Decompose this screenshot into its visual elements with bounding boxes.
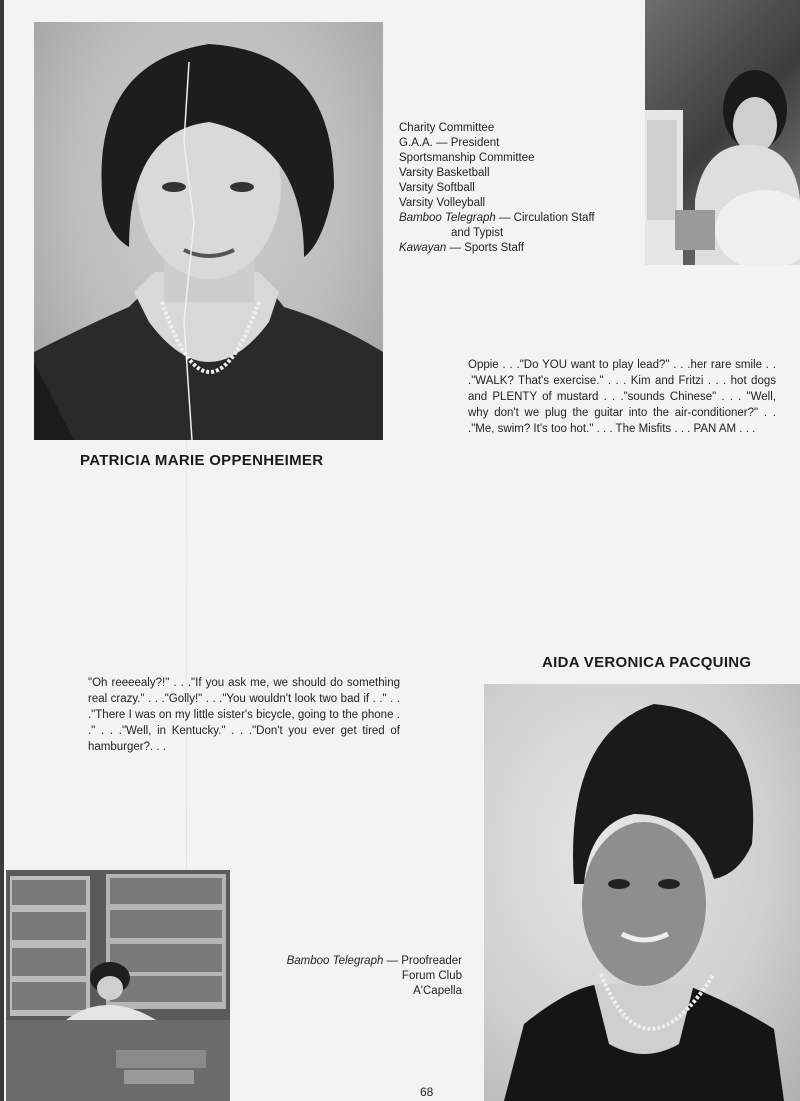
student-quote: "Oh reeeealy?!" . . ."If you ask me, we should do something real crazy." . . ."Golly!" . . ."You wouldn't look two bad if . ." . . ."There I was on my little sister's bicycle, going to the phone . ." . . ."Well, in Kentucky." . . ."Don't you ever get tired of hamburger?. . .: [88, 677, 400, 753]
student-quote: Oppie . . ."Do YOU want to play lead?" . . .her rare smile . . ."WALK? That's exercise." . . . Kim and Fritzi . . . hot dogs and PLENTY of mustard . . ."sounds Chinese" . . . "Well, why don't we plug the guitar into the air-conditioner?" . . ."Me, swim? It's too hot." . . . The Misfits . . . PAN AM . . .: [468, 359, 776, 435]
activity-item: A'Capella: [413, 985, 462, 997]
activity-item: Varsity Volleyball: [399, 197, 486, 209]
portrait-photo-oppenheimer: [34, 22, 383, 440]
activity-item: Varsity Basketball: [399, 167, 490, 179]
portrait-photo-pacquing: [484, 684, 800, 1101]
candid-photo-library: [6, 870, 230, 1101]
activity-item: Varsity Softball: [399, 182, 475, 194]
activities-list: [270, 954, 462, 999]
student-name: PATRICIA MARIE OPPENHEIMER: [80, 452, 324, 469]
page-number: 68: [420, 1085, 434, 1099]
activity-item: Bamboo Telegraph — Proofreader: [286, 955, 462, 967]
candid-photo-phone: [645, 0, 800, 265]
student-name: AIDA VERONICA PACQUING: [542, 654, 752, 671]
activity-item: Bamboo Telegraph — Circulation Staff: [399, 212, 595, 224]
activity-item: Kawayan — Sports Staff: [399, 242, 525, 254]
activity-item: and Typist: [451, 227, 504, 239]
activities-list: [399, 121, 595, 256]
activity-item: G.A.A. — President: [399, 137, 500, 149]
activity-item: Sportsmanship Committee: [399, 152, 535, 164]
activity-item: Forum Club: [401, 970, 462, 982]
activity-item: Charity Committee: [399, 122, 495, 134]
